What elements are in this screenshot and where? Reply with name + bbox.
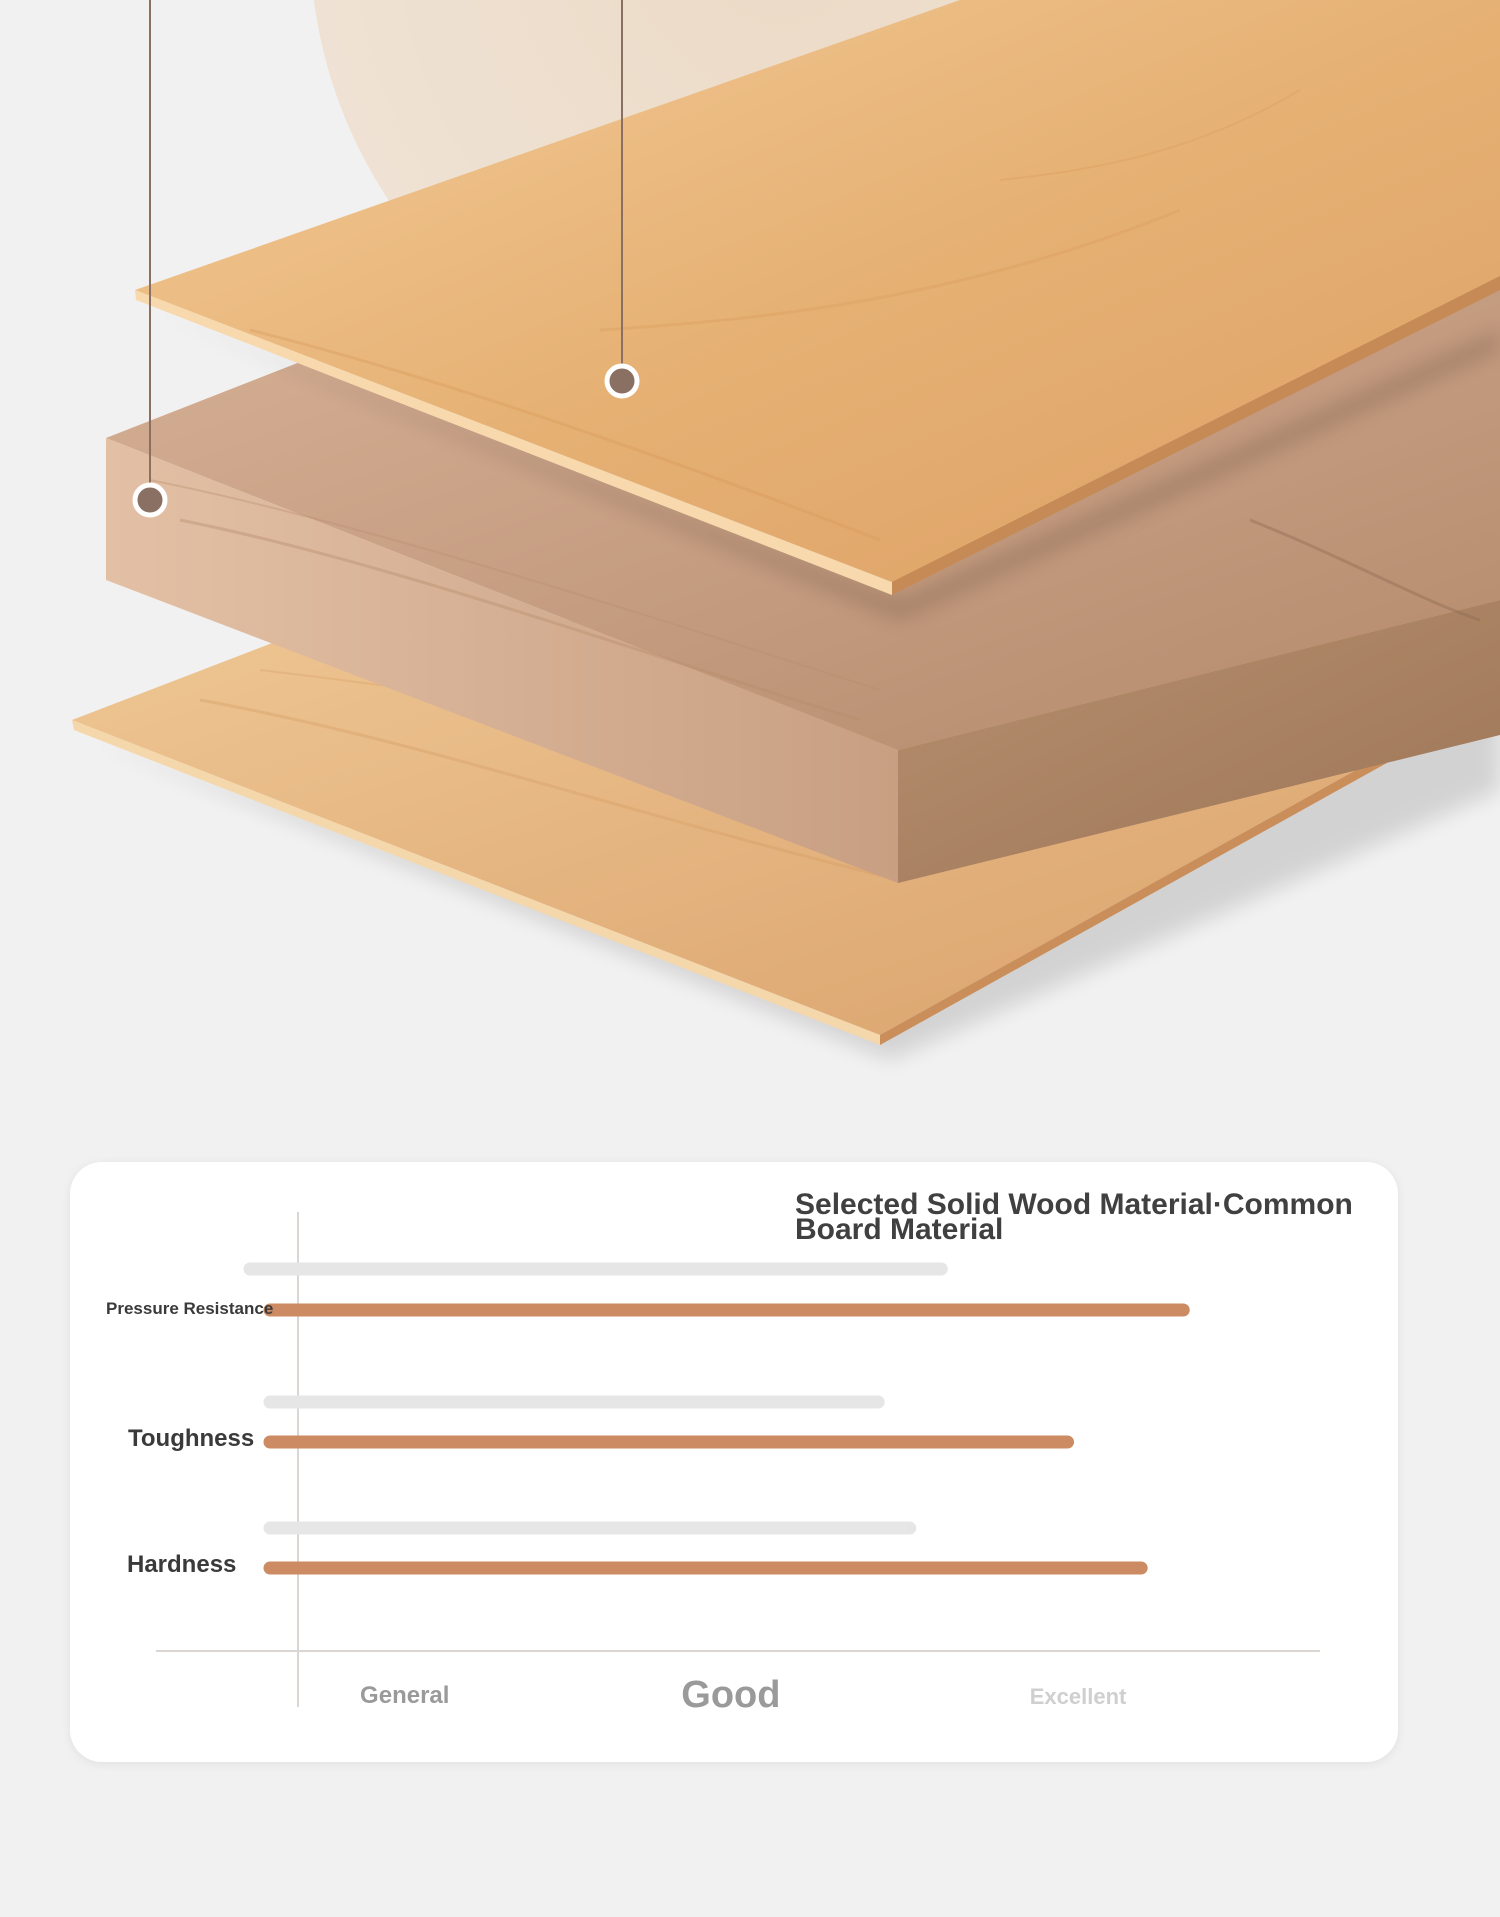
callout-marker-left <box>135 485 165 515</box>
x-tick-label-good: Good <box>681 1674 781 1716</box>
comparison-chart <box>70 1162 1398 1762</box>
category-label-pressure-resistance: Pressure Resistance <box>106 1299 274 1318</box>
category-label-hardness: Hardness <box>127 1551 237 1578</box>
callout-marker-right <box>607 366 637 396</box>
x-tick-label-general: General <box>360 1682 450 1709</box>
chart-title: Selected Solid Wood Material·Common Board Material <box>795 1188 1353 1246</box>
x-tick-label-excellent: Excellent <box>1029 1684 1127 1709</box>
comparison-card <box>70 1162 1398 1762</box>
category-label-toughness: Toughness <box>128 1425 255 1452</box>
